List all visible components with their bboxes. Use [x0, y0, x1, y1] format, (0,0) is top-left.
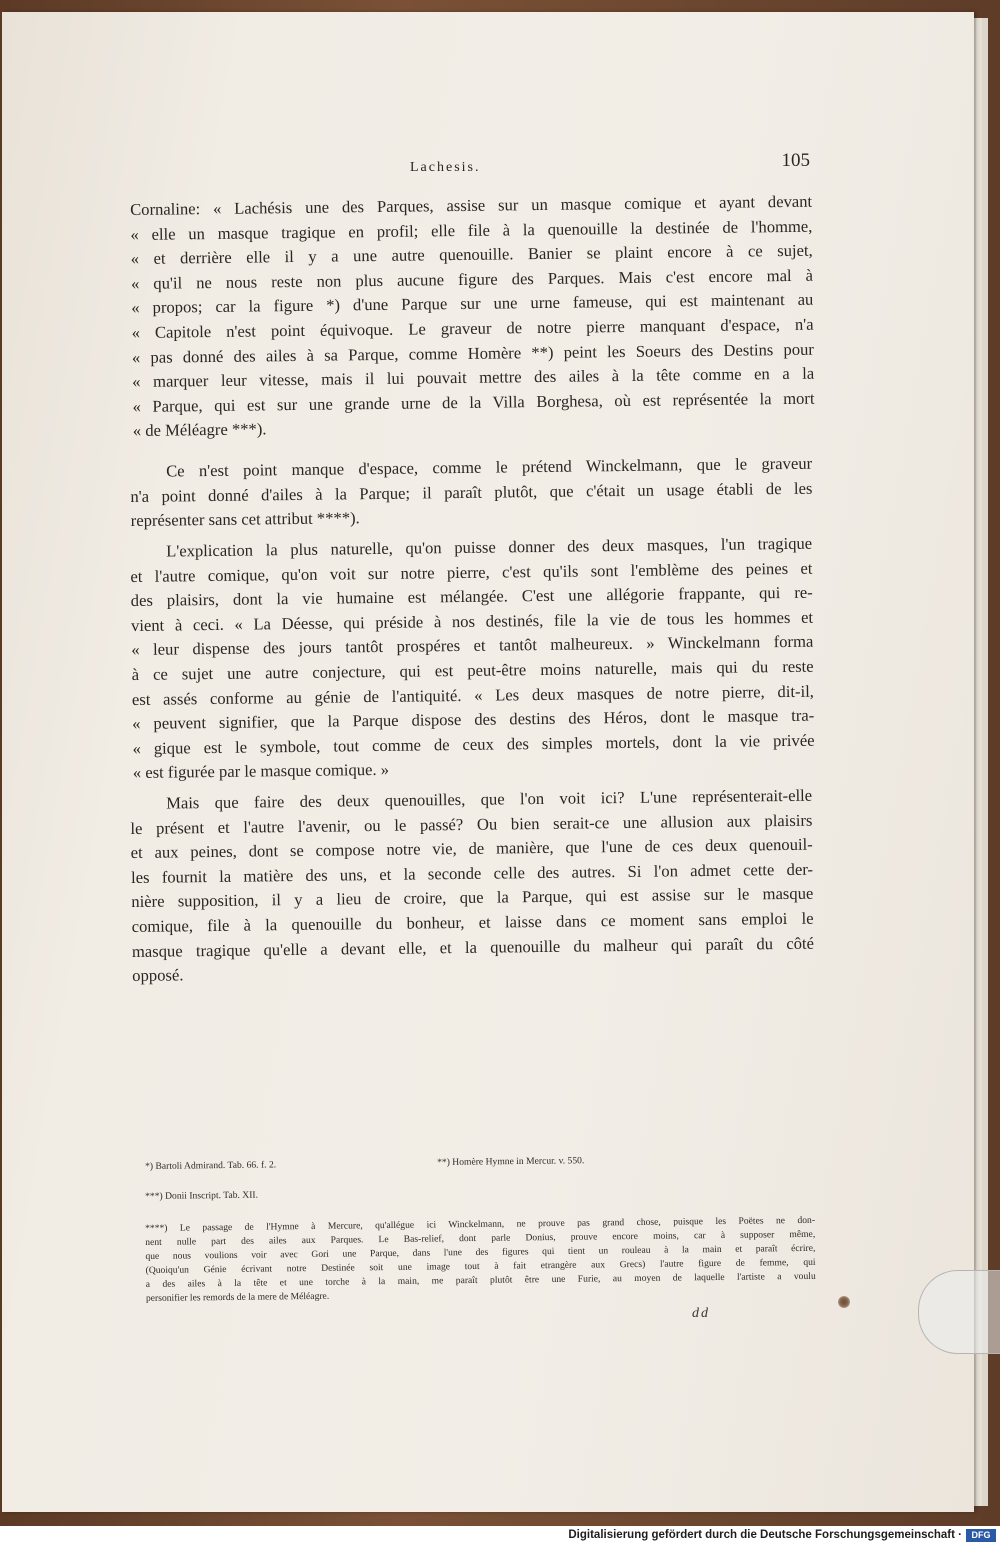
text-line: vient à ceci. « La Déesse, qui préside à nos destinés, file la vie de tous les hommes et — [130, 607, 814, 635]
footnote-2: **) Homère Hymne in Mercur. v. 550. — [437, 1155, 585, 1168]
running-header — [130, 148, 810, 178]
text-line: « gique est le symbole, tout comme de ceux des simples mortels, dont la vie privée — [132, 730, 815, 758]
footnote-4 — [145, 1214, 816, 1306]
paragraph-2 — [130, 452, 813, 534]
text-line: n'a point donné d'ailes à la Parque; il paraît plutôt, que c'était un usage établi de les — [130, 478, 813, 506]
printer-signature: dd — [692, 1306, 710, 1321]
text-line: « marquer leur vitesse, mais il lui pouvait mettre des ailes à la tête comme en a la — [132, 363, 815, 392]
text-line: est assés conforme au génie de l'antiquité. « Les deux masques de notre pierre, dit-il, — [131, 681, 815, 709]
text-line: Mais que faire des deux quenouilles, que l'on voit ici? L'une représenterait-elle — [166, 785, 813, 813]
footnote-line: ****) Le passage de l'Hymne à Mercure, qu'allégue ici Winckelmann, ne prouve pas grand chose, puisque les Poëtes ne don- — [145, 1214, 816, 1234]
text-line: « pas donné des ailes à sa Parque, comme Homère **) peint les Soeurs des Destins pour — [131, 339, 815, 367]
digitization-footer — [0, 1526, 1000, 1546]
text-line: les fournit la matière des uns, et la seconde celle des autres. Si l'on admet cette der- — [130, 859, 814, 887]
text-line: Ce n'est point manque d'espace, comme le prétend Winckelmann, que le graveur — [166, 453, 813, 481]
text-line: L'explication la plus naturelle, qu'on puisse donner des deux masques, l'un tragique — [166, 533, 813, 561]
footnote-line: (Quoiqu'un Génie écrivant notre Destinée soit une image tout à fait etrangère aux Grecs) l'autre figure de femme, qui — [145, 1256, 816, 1276]
text-line: le présent et l'autre l'avenir, ou le passé? Ou bien serait-ce une allusion aux plaisirs — [130, 810, 813, 838]
text-line: « et derrière elle il y a une autre quenouille. Banier se plaint encore à ce sujet, — [130, 240, 813, 269]
text-line: et aux peines, dont se compose notre vie, de manière, que l'une de ces deux quenouil- — [130, 834, 813, 863]
paragraph-4 — [130, 784, 814, 989]
text-line: et l'autre comique, qu'on voit sur notre pierre, c'est qu'ils sont l'emblème des peines et — [130, 558, 813, 586]
paragraph-1 — [130, 190, 815, 444]
running-title: Lachesis. — [410, 160, 481, 175]
page-clip — [918, 1270, 1000, 1354]
text-line: « Parque, qui est sur une grande urne de la Villa Borghesa, où est représentée la mort — [132, 388, 815, 416]
page-number: 105 — [781, 150, 810, 171]
text-line: « leur dispense des jours tantôt prospéres et tantôt malheureux. » Winckelmann forma — [131, 632, 814, 660]
footnote-1: *) Bartoli Admirand. Tab. 66. f. 2. — [145, 1159, 277, 1172]
paragraph-3 — [130, 532, 815, 786]
footnote-3: ***) Donii Inscript. Tab. XII. — [145, 1189, 259, 1202]
text-line: représenter sans cet attribut ****). — [130, 508, 360, 531]
text-line: « de Méléagre ***). — [132, 419, 267, 441]
footer-credit: Digitalisierung gefördert durch die Deutsche Forschungsgemeinschaft · — [568, 1529, 962, 1541]
footnote-line: a des ailes à la tête et une torche à la main, me paraît plutôt être une Furie, au moyen de laquelle l'artiste a voulu — [145, 1270, 816, 1290]
text-line: des plaisirs, dont la vie humaine est mélangée. C'est une allégorie frappante, qui re- — [130, 582, 813, 611]
text-line: à ce sujet une autre conjecture, qui est peut-être moins naturelle, mais qui du reste — [131, 656, 814, 684]
text-line: « est figurée par le masque comique. » — [132, 760, 390, 783]
dfg-logo: DFG — [966, 1529, 996, 1542]
text-line: comique, file à la quenouille du bonheur, et laisse dans ce moment sans emploi le — [131, 908, 814, 936]
text-line: « elle un masque tragique en profil; elle file à la quenouille la destinée de l'homme, — [130, 216, 813, 244]
footnote-line: que nous voulions voir avec Gori une Parque, dans l'une des figures qui tient un rouleau à la main et paraît écrire, — [145, 1242, 816, 1262]
text-line: « peuvent signifier, que la Parque dispose des destins des Héros, dont le masque tra- — [132, 705, 815, 734]
footnote-line: personifier les remords de la mere de Méléagre. — [145, 1290, 330, 1304]
text-line: masque tragique qu'elle a devant elle, et la quenouille du malheur qui paraît du côté — [131, 933, 815, 961]
text-line: opposé. — [132, 965, 184, 986]
text-line: « propos; car la figure *) d'une Parque sur une urne fameuse, qui est maintenant au — [131, 290, 814, 318]
text-line: « Capitole n'est point équivoque. Le graveur de notre pierre manquant d'espace, n'a — [131, 314, 814, 342]
text-line: « qu'il ne nous reste non plus aucune figure des Parques. Mais c'est encore mal à — [130, 265, 814, 293]
footnote-line: nent nulle part des ailes aux Parques. Le Bas-relief, dont parle Donius, prouve encore moins, car à supposer même, — [145, 1228, 816, 1248]
foxing-spot — [838, 1296, 850, 1308]
text-line: Cornaline: « Lachésis une des Parques, assise sur un masque comique et ayant devant — [130, 191, 813, 219]
text-line: nière supposition, il y a lieu de croire, que la Parque, qui est assise sur le masque — [131, 884, 814, 912]
